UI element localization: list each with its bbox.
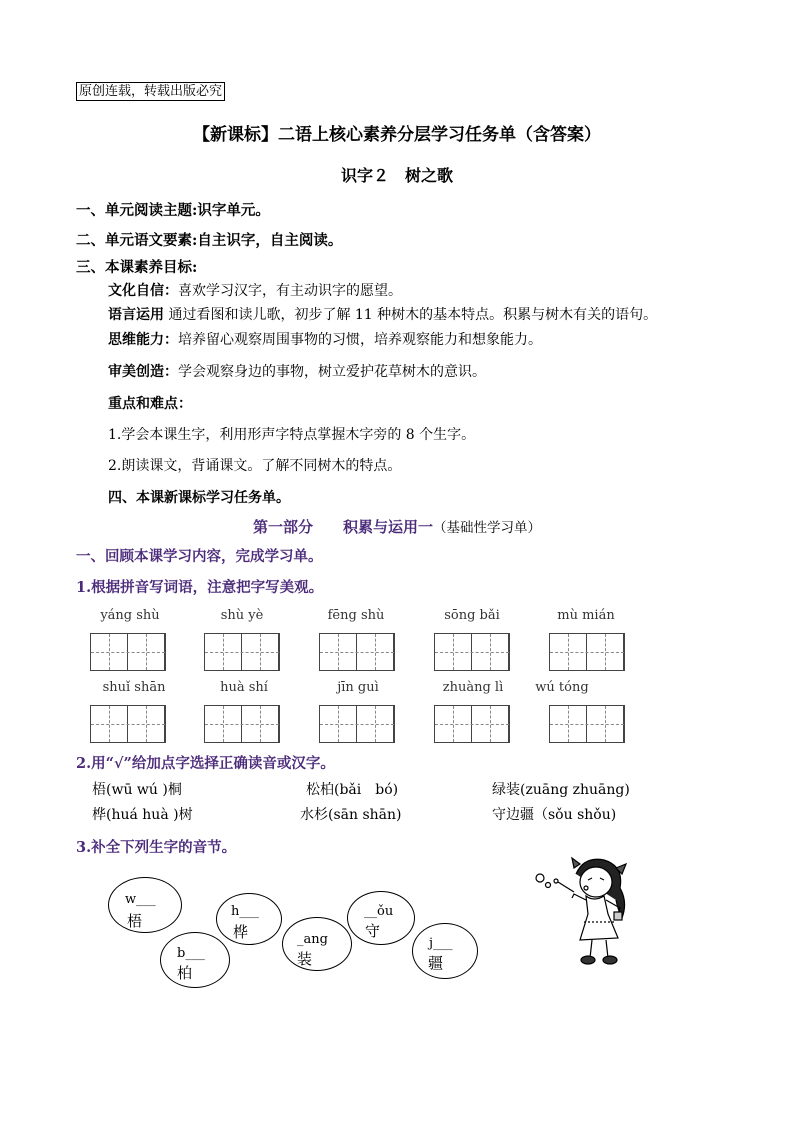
goal-text: 通过看图和读儿歌，初步了解 11 种树木的基本特点。积累与树木有关的语句。 [168,307,658,323]
section-4: 四、本课新课标学习任务单。 [108,490,290,506]
pinyin-label: wú tóng [535,680,589,695]
pinyin-label: fēng shù [327,608,385,623]
writing-grid[interactable] [319,705,395,743]
goal-label: 审美创造： [108,364,178,380]
section-1: 一、单元阅读主题:识字单元。 [76,202,270,219]
writing-grid[interactable] [549,705,625,743]
syllable-bubble[interactable] [347,891,415,945]
goal-label: 文化自信： [108,283,178,299]
part-heading [0,516,794,537]
syllable-blank: h___ [231,904,259,919]
syllable-char: 柏 [177,964,193,982]
syllable-bubble[interactable] [216,893,282,945]
section-2: 二、单元语文要素:自主识字，自主阅读。 [76,232,343,249]
syllable-bubble[interactable] [160,932,230,988]
q2-item: 守边疆（sǒu shǒu) [492,807,617,823]
question-2: 2.用“√”给加点字选择正确读音或汉字。 [76,755,335,772]
keypoints-heading: 重点和难点： [108,396,192,412]
goal-3 [108,329,542,349]
q2-item: 松柏(bǎi bó) [306,782,399,798]
writing-grid[interactable] [204,705,280,743]
review-heading: 一、回顾本课学习内容，完成学习单。 [76,548,323,565]
syllable-char: 疆 [428,954,444,972]
syllable-char: 装 [297,950,313,968]
syllable-blank: j___ [429,936,453,951]
question-1: 1.根据拼音写词语，注意把字写美观。 [76,579,324,596]
syllable-bubble[interactable] [282,917,352,971]
section-3: 三、本课素养目标: [76,259,198,276]
goal-label: 语言运用 [108,307,164,323]
writing-grid[interactable] [319,633,395,671]
writing-grid[interactable] [434,633,510,671]
syllable-char: 梧 [127,912,143,930]
pinyin-label: yáng shù [100,608,160,623]
syllable-bubble[interactable] [108,877,182,933]
part-title: 第一部分 积累与运用一 [252,518,433,536]
q2-item: 梧(wū wú )桐 [92,782,182,798]
pinyin-label: zhuàng lì [442,680,504,695]
syllable-bubble[interactable] [412,923,478,979]
page-title: 【新课标】二语上核心素养分层学习任务单（含答案） [193,125,601,145]
girl-blowing-bubbles-illustration [528,852,638,970]
pinyin-label: shù yè [220,608,264,623]
writing-grid[interactable] [90,633,166,671]
goal-text: 培养留心观察周围事物的习惯，培养观察能力和想象能力。 [178,332,542,348]
q2-item: 水杉(sān shān) [300,807,402,823]
writing-grid[interactable] [434,705,510,743]
pinyin-label: sōng bǎi [444,608,500,623]
goal-4 [108,361,486,381]
question-3: 3.补全下列生字的音节。 [76,839,237,856]
syllable-char: 守 [365,922,381,940]
syllable-char: 桦 [233,923,249,941]
lesson-title: 识字２ 树之歌 [340,166,453,185]
goal-label: 思维能力： [108,332,178,348]
goal-text: 学会观察身边的事物，树立爱护花草树木的意识。 [178,364,486,380]
goal-1 [108,280,402,300]
q2-item: 桦(huá huà )树 [92,807,193,823]
q2-item: 绿装(zuāng zhuāng) [492,782,630,798]
writing-grid[interactable] [204,633,280,671]
syllable-blank: w___ [125,892,156,907]
syllable-blank: _ang [297,932,328,947]
syllable-blank: b___ [177,946,205,961]
syllable-blank: __ǒu [364,904,394,919]
goal-text: 喜欢学习汉字，有主动识字的愿望。 [178,283,402,299]
keypoint-1: 1.学会本课生字，利用形声字特点掌握木字旁的 8 个生字。 [108,427,476,443]
pinyin-label: huà shí [220,680,268,695]
part-note: （基础性学习单） [433,520,541,536]
goal-2 [108,304,657,324]
copyright-stamp: 原创连载，转载出版必究 [76,82,225,101]
pinyin-label: jīn guì [337,680,379,695]
writing-grid[interactable] [90,705,166,743]
pinyin-label: shuǐ shān [102,680,166,695]
keypoint-2: 2.朗读课文，背诵课文。了解不同树木的特点。 [108,458,402,474]
writing-grid[interactable] [549,633,625,671]
pinyin-label: mù mián [557,608,615,623]
